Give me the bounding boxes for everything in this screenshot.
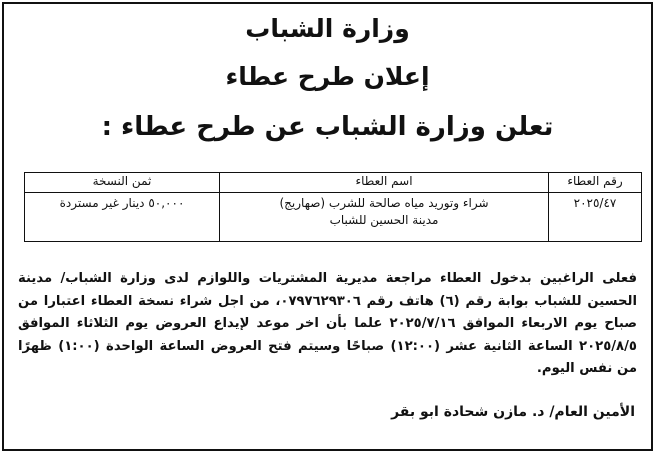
tender-name-line1: شراء وتوريد مياه صالحة للشرب (صهاريج) — [279, 196, 489, 210]
tender-name-line2: مدينة الحسين للشباب — [329, 213, 439, 227]
signature: الأمين العام/ د. مازن شحادة ابو بقر — [391, 404, 635, 420]
announcement-heading: إعلان طرح عطاء — [225, 62, 430, 91]
cell-copy-price: ٥٠,٠٠٠ دينار غير مستردة — [25, 193, 220, 242]
cell-tender-name — [220, 193, 549, 242]
announcement-frame — [2, 2, 653, 451]
intro-heading: تعلن وزارة الشباب عن طرح عطاء : — [101, 112, 554, 142]
table-row — [25, 193, 642, 242]
ministry-title: وزارة الشباب — [245, 14, 410, 43]
announcement-body: فعلى الراغبين بدخول العطاء مراجعة مديرية المشتريات واللوازم لدى وزارة الشباب/ مدينة الحسين للشباب بوابة رقم (٦) هاتف رقم ٠٧٩٧٦٢٩٣٠٦، من اجل شراء نسخة العطاء اعتبارا من صباح يوم الاربعاء الموافق ٢٠٢٥/٧/١٦ علما بأن اخر موعد لإيداع العروض يوم الثلاثاء الموافق ٢٠٢٥/٨/٥ الساعة الثانية عشر (١٢:٠٠) صباحًا وسيتم فتح العروض الساعة الواحدة (١:٠٠) ظهرًا من نفس اليوم. — [18, 271, 638, 376]
header-tender-name: اسم العطاء — [220, 173, 549, 193]
header-tender-number: رقم العطاء — [549, 173, 642, 193]
header-copy-price: ثمن النسخة — [25, 173, 220, 193]
tender-table — [24, 172, 642, 242]
table-header-row — [25, 173, 642, 193]
cell-tender-number: ٢٠٢٥/٤٧ — [549, 193, 642, 242]
